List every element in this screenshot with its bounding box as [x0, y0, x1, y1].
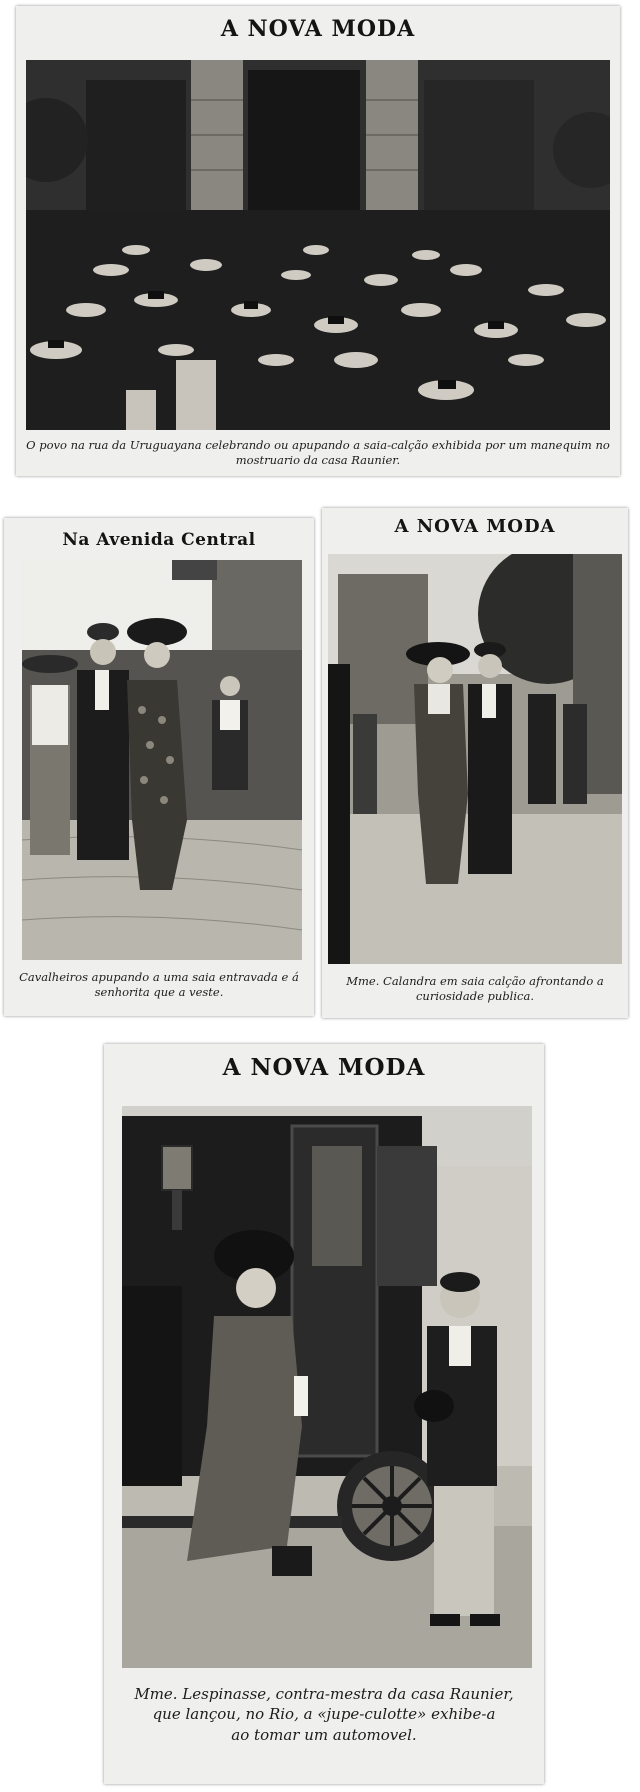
caption-line: Cavalheiros apupando a uma saia entravada e á [19, 970, 299, 984]
crowd-caption [24, 438, 612, 468]
calandra-photo [328, 554, 622, 964]
caption-line: mostruario da casa Raunier. [235, 452, 401, 467]
calandra-caption [328, 974, 622, 1004]
caption-line: senhorita que a veste. [94, 984, 224, 999]
caption-line: Mme. Calandra em saia calção afrontando a [346, 974, 604, 988]
avenida-photo [22, 560, 302, 960]
avenida-caption [10, 970, 308, 1000]
crowd-photo [26, 60, 610, 430]
clipping-title: A NOVA MODA [220, 16, 416, 42]
clipping-lespinasse [104, 1044, 544, 1784]
clipping-avenida [4, 518, 314, 1016]
caption-line: Mme. Lespinasse, contra-mestra da casa Raunier, [134, 1685, 514, 1703]
caption-line: que lançou, no Rio, a «jupe-culotte» exhibe-a [152, 1705, 496, 1724]
caption-line: curiosidade publica. [415, 988, 534, 1003]
lespinasse-photo [122, 1106, 532, 1668]
clipping-crowd [16, 6, 620, 476]
clipping-title: A NOVA MODA [222, 1054, 426, 1081]
caption-line: O povo na rua da Uruguayana celebrando ou apupando a saia-calção exhibida por um manequim no [26, 438, 610, 452]
clipping-calandra [322, 508, 628, 1018]
lespinasse-caption [112, 1684, 536, 1745]
caption-line: ao tomar um automovel. [231, 1725, 417, 1744]
clipping-title: Na Avenida Central [62, 530, 256, 550]
clipping-title: A NOVA MODA [394, 516, 556, 537]
